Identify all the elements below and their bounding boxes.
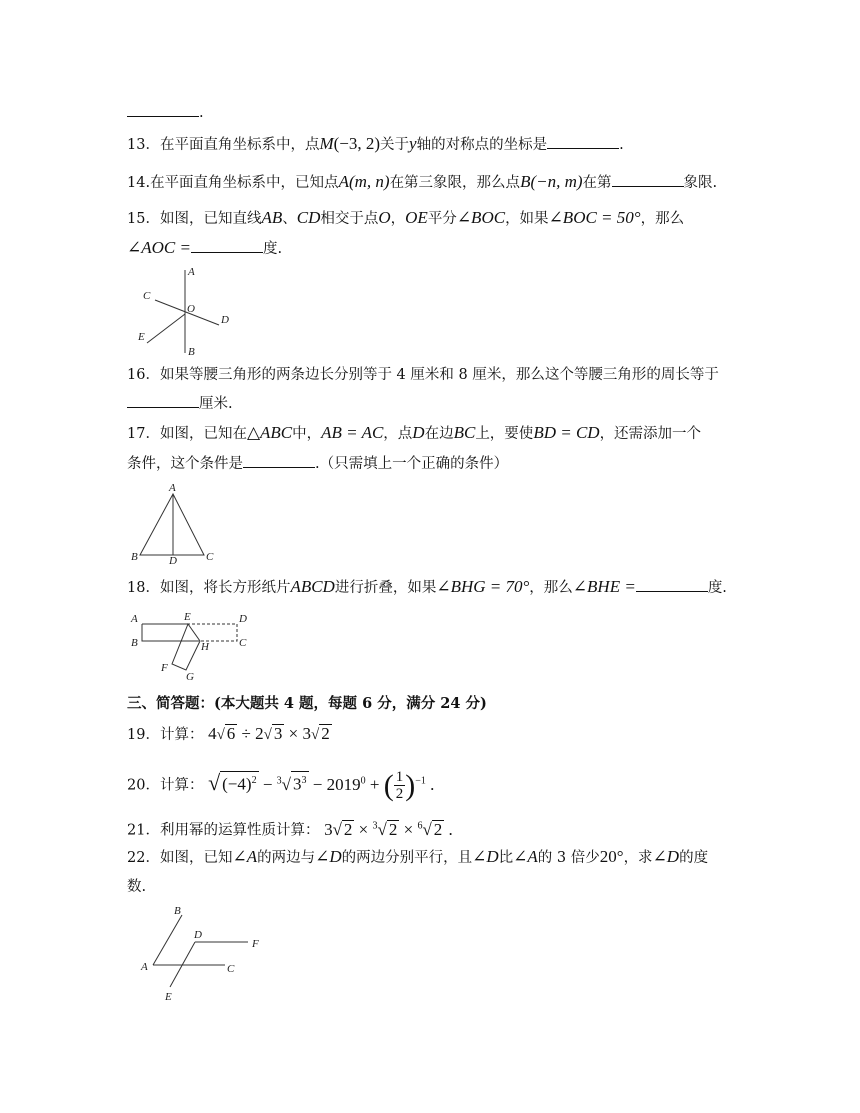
question-19: 19．计算： 4√ 6 ÷ 2√ 3 × 3√ 2	[127, 724, 330, 743]
answer-blank	[547, 134, 619, 149]
label-g: G	[186, 671, 194, 683]
label-f: F	[252, 938, 259, 950]
question-22-line2: 数.	[127, 879, 147, 895]
question-20: 20．计算： √ $(-4)^2 - ^3√$ $3^3 - 2019^0$ + ( $\frac{1}{2}$ )$^{-1}$ .	[127, 768, 435, 803]
label-c: C	[239, 637, 247, 649]
label-b: B	[188, 346, 195, 358]
question-14: 14.在平面直角坐标系中，已知点A(m, n)在第三象限，那么点B(−n, m)在第 象限.	[127, 172, 718, 191]
question-16-line2: 厘米.	[127, 393, 233, 414]
label-b: B	[131, 637, 138, 649]
section-3-heading: 三、简答题：(本大题共 4 题，每题 6 分，满分 24 分)	[127, 695, 487, 712]
label-a: A	[131, 613, 138, 625]
label-d: D	[194, 929, 202, 941]
question-15-line2: ∠AOC = 度.	[127, 238, 283, 257]
question-17-line1: 17．如图，已知在△ABC中，AB = AC，点D在边BC上，要使BD = CD，还需添加一个	[127, 423, 702, 442]
triangle-abc	[140, 494, 204, 555]
label-f: F	[161, 662, 168, 674]
label-b: B	[174, 905, 181, 917]
label-o: O	[187, 303, 195, 315]
label-c: C	[206, 551, 214, 563]
answer-blank	[127, 102, 199, 117]
question-22-line1: 22．如图，已知∠A的两边与∠D的两边分别平行，且∠D比∠A的 3 倍少20°，求∠D的度	[127, 847, 709, 866]
label-e: E	[165, 991, 172, 1003]
question-13: 13．在平面直角坐标系中，点M(−3, 2)关于y轴的对称点的坐标是 .	[127, 134, 624, 153]
question-16-line1: 16．如果等腰三角形的两条边长分别等于 4 厘米和 8 厘米，那么这个等腰三角形的周长等于	[127, 367, 719, 383]
folded-flap	[172, 624, 200, 670]
figure-18-folded-rectangle	[128, 608, 258, 683]
label-h: H	[201, 641, 209, 653]
question-17-line2: 条件，这个条件是 .（只需填上一个正确的条件）	[127, 453, 508, 474]
answer-blank	[243, 453, 315, 468]
label-e: E	[138, 331, 145, 343]
label-c: C	[143, 290, 151, 302]
figure-15-intersecting-lines	[135, 265, 255, 360]
label-e: E	[184, 611, 191, 623]
label-d: D	[169, 555, 177, 567]
ray-oe	[147, 314, 185, 343]
q21-expression: 3√ 2 × $^3$√ 2 × $^6$√ 2 .	[324, 819, 453, 839]
label-a: A	[169, 482, 176, 494]
answer-blank	[612, 172, 684, 187]
label-a: A	[141, 961, 148, 973]
label-d: D	[239, 613, 247, 625]
q19-expression: 4√ 6 ÷ 2√ 3 × 3√ 2	[208, 724, 330, 743]
figure-22-parallel-angles	[138, 905, 268, 1005]
q20-expression: √ $(-4)^2 - ^3√$ $3^3 - 2019^0$ + ( $\frac{1}{2}$ )$^{-1}$ .	[208, 768, 435, 803]
answer-blank	[191, 238, 263, 253]
q12-tail: .	[127, 102, 204, 123]
question-21: 21．利用幂的运算性质计算： 3√ 2 × $^3$√ 2 × $^6$√ 2 .	[127, 819, 453, 839]
answer-blank	[127, 393, 199, 408]
label-d: D	[221, 314, 229, 326]
answer-blank	[636, 577, 708, 592]
label-c: C	[227, 963, 235, 975]
question-15-line1: 15．如图，已知直线AB、CD相交于点O，OE平分∠BOC，如果∠BOC = 50°，那么	[127, 208, 685, 227]
ray-ab	[153, 915, 182, 965]
question-18: 18．如图，将长方形纸片ABCD进行折叠，如果∠BHG = 70°，那么∠BHE = 度.	[127, 577, 727, 596]
label-b: B	[131, 551, 138, 563]
label-a: A	[188, 266, 195, 278]
figure-17-isosceles-triangle	[128, 482, 223, 567]
